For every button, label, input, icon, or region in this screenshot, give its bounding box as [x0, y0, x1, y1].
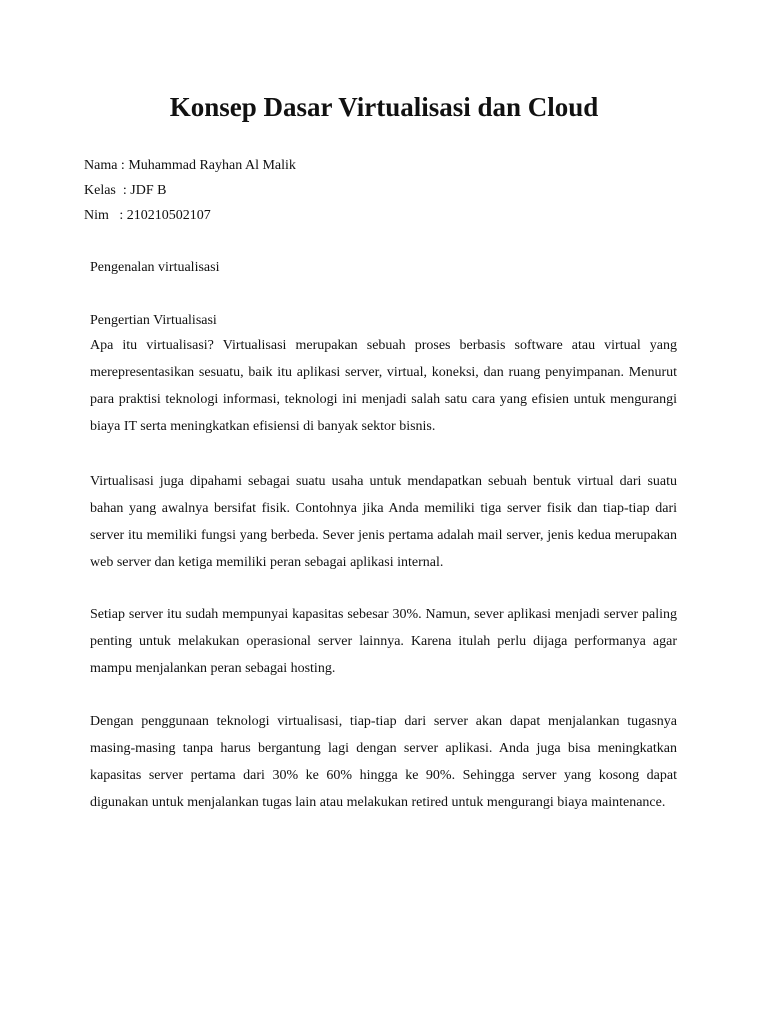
paragraph-2-block: [90, 468, 677, 576]
section-heading-block: [90, 258, 677, 278]
paragraph-3: Setiap server itu sudah mempunyai kapasitas sebesar 30%. Namun, sever aplikasi menjadi server paling penting untuk melakukan operasional server lainnya. Karena itulah perlu dijaga performanya agar mampu menjalankan peran sebagai hosting.: [90, 607, 677, 676]
paragraph-3-block: [90, 601, 677, 682]
paragraph-1: Apa itu virtualisasi? Virtualisasi merupakan sebuah proses berbasis software atau virtual yang merepresentasikan sesuatu, baik itu aplikasi server, virtual, koneksi, dan ruang penyimpanan. Menurut para praktisi teknologi informasi, teknologi ini menjadi salah satu cara yang efisien untuk mengurangi biaya IT serta meningkatkan efisiensi di banyak sektor bisnis.: [90, 338, 677, 434]
section-heading: Pengenalan virtualisasi: [90, 260, 220, 275]
student-info: [84, 156, 296, 231]
paragraph-2: Virtualisasi juga dipahami sebagai suatu usaha untuk mendapatkan sebuah bentuk virtual dari suatu bahan yang awalnya bersifat fisik. Contohnya jika Anda memiliki tiga server fisik dan tiap-tiap dari server itu memiliki fungsi yang berbeda. Sever jenis pertama adalah mail server, jenis kedua merupakan web server dan ketiga memiliki peran sebagai aplikasi internal.: [90, 474, 677, 570]
paragraph-4: Dengan penggunaan teknologi virtualisasi, tiap-tiap dari server akan dapat menjalankan tugasnya masing-masing tanpa harus bergantung lagi dengan server aplikasi. Anda juga bisa meningkatkan kapasitas server pertama dari 30% ke 60% hingga ke 90%. Sehingga server yang kosong dapat digunakan untuk menjalankan tugas lain atau melakukan retired untuk mengurangi biaya maintenance.: [90, 714, 677, 810]
student-name: Nama : Muhammad Rayhan Al Malik: [84, 158, 296, 173]
page-title: Konsep Dasar Virtualisasi dan Cloud: [169, 92, 599, 122]
subheading: Pengertian Virtualisasi: [90, 313, 217, 328]
student-id: Nim : 210210502107: [84, 208, 211, 223]
article-body: [90, 311, 677, 440]
paragraph-4-block: [90, 708, 677, 816]
student-class: Kelas : JDF B: [84, 183, 167, 198]
